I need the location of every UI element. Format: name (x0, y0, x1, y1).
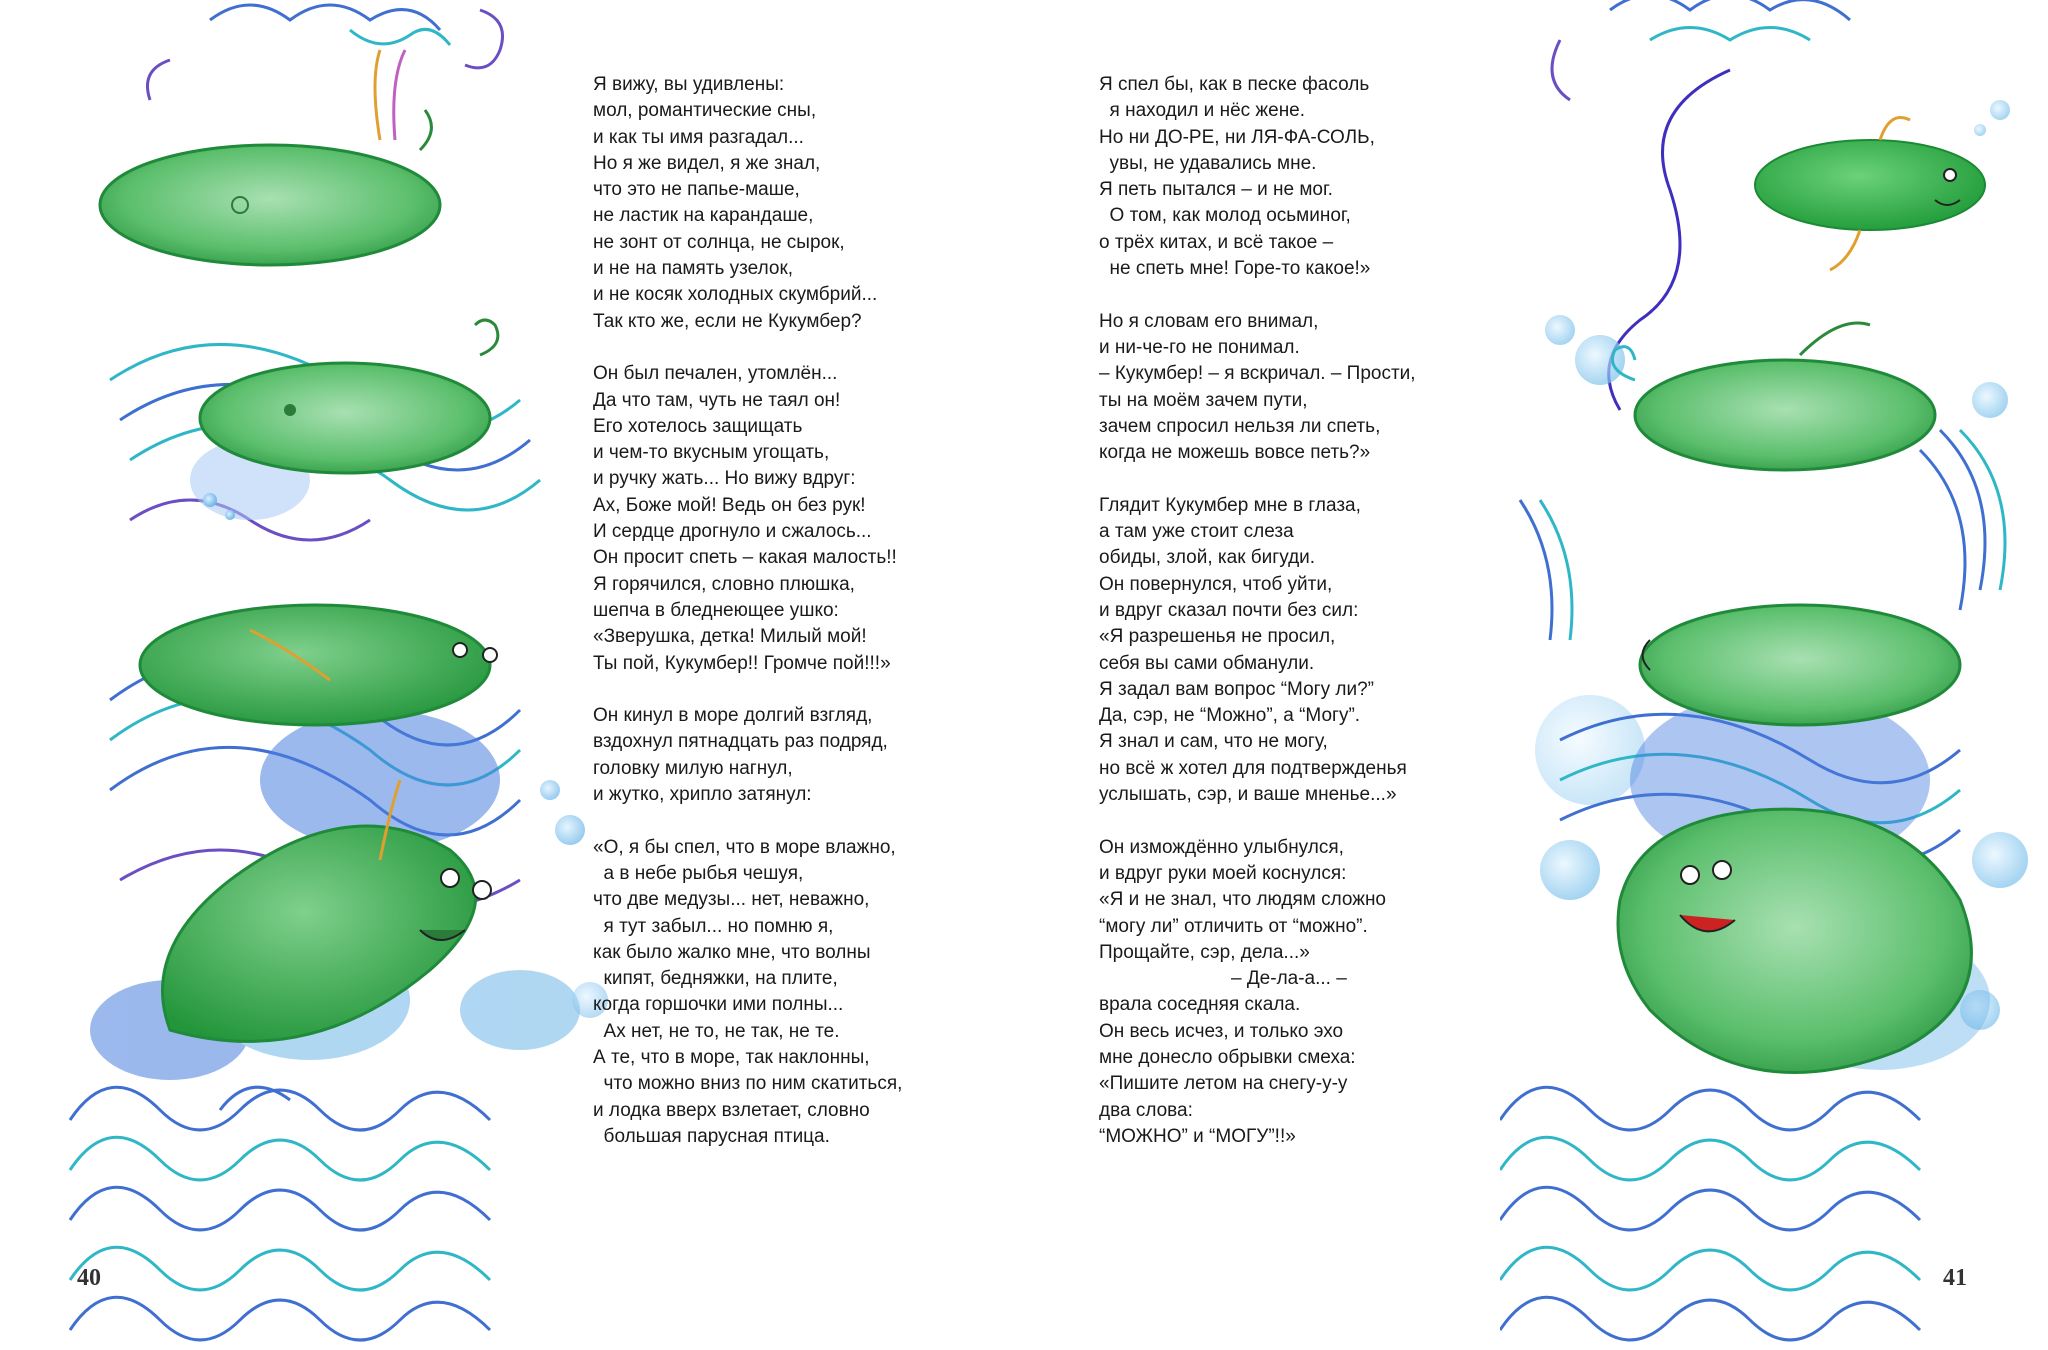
poem-line: О том, как молод осьминог, (1099, 205, 1351, 227)
poem-line: я тут забыл... но помню я, (593, 915, 834, 937)
poem-line (593, 677, 902, 703)
cucumber-third (140, 605, 497, 725)
poem-line: и вдруг сказал почти без сил: (1099, 599, 1359, 621)
poem-line: Но я же видел, я же знал, (593, 152, 821, 174)
poem-line: услышать, сэр, и ваше мненье...» (1099, 784, 1397, 806)
poem-line: и как ты имя разгадал... (593, 126, 804, 148)
poem-line: кипят, бедняжки, на плите, (593, 968, 838, 990)
poem-line: когда горшочки ими полны... (593, 994, 844, 1016)
poem-line: Он был печален, утомлён... (593, 363, 838, 385)
poem-line: “МОЖНО” и “МОГУ”!!» (1099, 1125, 1296, 1147)
cucumber-stack-illustration-left (50, 0, 610, 1350)
poem-line: Я задал вам вопрос “Могу ли?” (1099, 678, 1374, 700)
poem-line: и вдруг руки моей коснулся: (1099, 862, 1347, 884)
poem-line: Я петь пытался – и не мог. (1099, 179, 1333, 201)
poem-line: Так кто же, если не Кукумбер? (593, 310, 862, 332)
poem-line: что это не папье-маше, (593, 179, 800, 201)
poem-line: головку милую нагнул, (593, 757, 793, 779)
poem-line: А те, что в море, так наклонны, (593, 1046, 870, 1068)
poem-line: Он повернулся, чтоб уйти, (1099, 573, 1333, 595)
poem-line: и ручку жать... Но вижу вдруг: (593, 468, 856, 490)
poem-line: что можно вниз по ним скатиться, (593, 1073, 903, 1095)
poem-line: шепча в бледнеющее ушко: (593, 599, 839, 621)
poem-line (1099, 808, 1416, 834)
poem-line: Он кинул в море долгий взгляд, (593, 705, 873, 727)
cucumber-top (100, 50, 440, 265)
cucumber-right-middle (1640, 605, 1960, 725)
poem-line: Его хотелось защищать (593, 415, 803, 437)
poem-line: когда не можешь вовсе петь?» (1099, 442, 1371, 464)
poem-line: – Де-ла-а... – (1099, 968, 1347, 990)
poem-line: – Кукумбер! – я вскричал. – Прости, (1099, 363, 1416, 385)
poem-line: не ластик на карандаше, (593, 205, 814, 227)
poem-line: о трёх китах, и всё такое – (1099, 231, 1334, 253)
poem-line: не зонт от солнца, не сырок, (593, 231, 845, 253)
cucumber-stack-illustration-right (1500, 0, 2048, 1350)
poem-line: и жутко, хрипло затянул: (593, 784, 812, 806)
cucumber-right-bottom-smiling (1618, 809, 1971, 1072)
poem-line: обиды, злой, как бигуди. (1099, 547, 1316, 569)
poem-line: увы, не удавались мне. (1099, 152, 1317, 174)
poem-line (1099, 466, 1416, 492)
poem-line: «О, я бы спел, что в море влажно, (593, 836, 896, 858)
poem-line: как было жалко мне, что волны (593, 941, 871, 963)
poem-line: большая парусная птица. (593, 1125, 830, 1147)
poem-right-column (1099, 72, 1416, 1150)
cucumber-second (200, 320, 498, 473)
poem-line: ты на моём зачем пути, (1099, 389, 1308, 411)
poem-line: а там уже стоит слеза (1099, 521, 1294, 543)
poem-line: а в небе рыбья чешуя, (593, 862, 804, 884)
poem-line: что две медузы... нет, неважно, (593, 889, 870, 911)
poem-left-column (593, 72, 902, 1150)
poem-line: Он весь исчез, и только эхо (1099, 1020, 1344, 1042)
poem-line: Ах, Боже мой! Ведь он без рук! (593, 494, 866, 516)
poem-line: Я спел бы, как в песке фасоль (1099, 74, 1370, 95)
poem-line: «Я и не знал, что людям сложно (1099, 889, 1387, 911)
poem-line: и ни-че-го не понимал. (1099, 336, 1300, 358)
poem-line: Я знал и сам, что не могу, (1099, 731, 1328, 753)
poem-line: врала соседняя скала. (1099, 994, 1301, 1016)
poem-line: два слова: (1099, 1099, 1193, 1121)
page-number-left: 40 (77, 1265, 101, 1291)
poem-line: Он просит спеть – какая малость!! (593, 547, 897, 569)
poem-line: вздохнул пятнадцать раз подряд, (593, 731, 888, 753)
poem-line: зачем спросил нельзя ли спеть, (1099, 415, 1381, 437)
poem-line: мне донесло обрывки смеха: (1099, 1046, 1356, 1068)
poem-line: но всё ж хотел для подтвержденья (1099, 757, 1407, 779)
poem-line: И сердце дрогнуло и сжалось... (593, 521, 872, 543)
poem-line: Но я словам его внимал, (1099, 310, 1319, 332)
poem-line: и лодка вверх взлетает, словно (593, 1099, 870, 1121)
cucumber-right-top (1613, 323, 1936, 470)
poem-line: Да, сэр, не “Можно”, а “Могу”. (1099, 705, 1361, 727)
poem-line: Я вижу, вы удивлены: (593, 74, 785, 95)
poem-line (1099, 282, 1416, 308)
poem-line: «Зверушка, детка! Милый мой! (593, 626, 867, 648)
poem-line: и чем-то вкусным угощать, (593, 442, 830, 464)
poem-line: Он измождённо улыбнулся, (1099, 836, 1344, 858)
poem-line: Да что там, чуть не таял он! (593, 389, 841, 411)
poem-line: «Пишите летом на снегу-у-у (1099, 1073, 1348, 1095)
poem-line: себя вы сами обманули. (1099, 652, 1315, 674)
poem-line: я находил и нёс жене. (1099, 100, 1306, 122)
poem-line: не спеть мне! Горе-то какое!» (1099, 258, 1371, 280)
poem-line (593, 335, 902, 361)
poem-line: Но ни ДО-РЕ, ни ЛЯ-ФА-СОЛЬ, (1099, 126, 1375, 148)
poem-line: “могу ли” отличить от “можно”. (1099, 915, 1368, 937)
poem-line: мол, романтические сны, (593, 100, 817, 122)
poem-line: и не на память узелок, (593, 258, 794, 280)
poem-line: Глядит Кукумбер мне в глаза, (1099, 494, 1361, 516)
poem-line: «Я разрешенья не просил, (1099, 626, 1336, 648)
poem-line (593, 808, 902, 834)
poem-line: Ах нет, не то, не так, не те. (593, 1020, 840, 1042)
poem-line: Я горячился, словно плюшка, (593, 573, 855, 595)
page-number-right: 41 (1943, 1265, 1967, 1291)
poem-line: Ты пой, Кукумбер!! Громче пой!!!» (593, 652, 891, 674)
poem-line: и не косяк холодных скумбрий... (593, 284, 878, 306)
poem-line: Прощайте, сэр, дела...» (1099, 941, 1310, 963)
flying-cucumber (1755, 118, 1985, 271)
